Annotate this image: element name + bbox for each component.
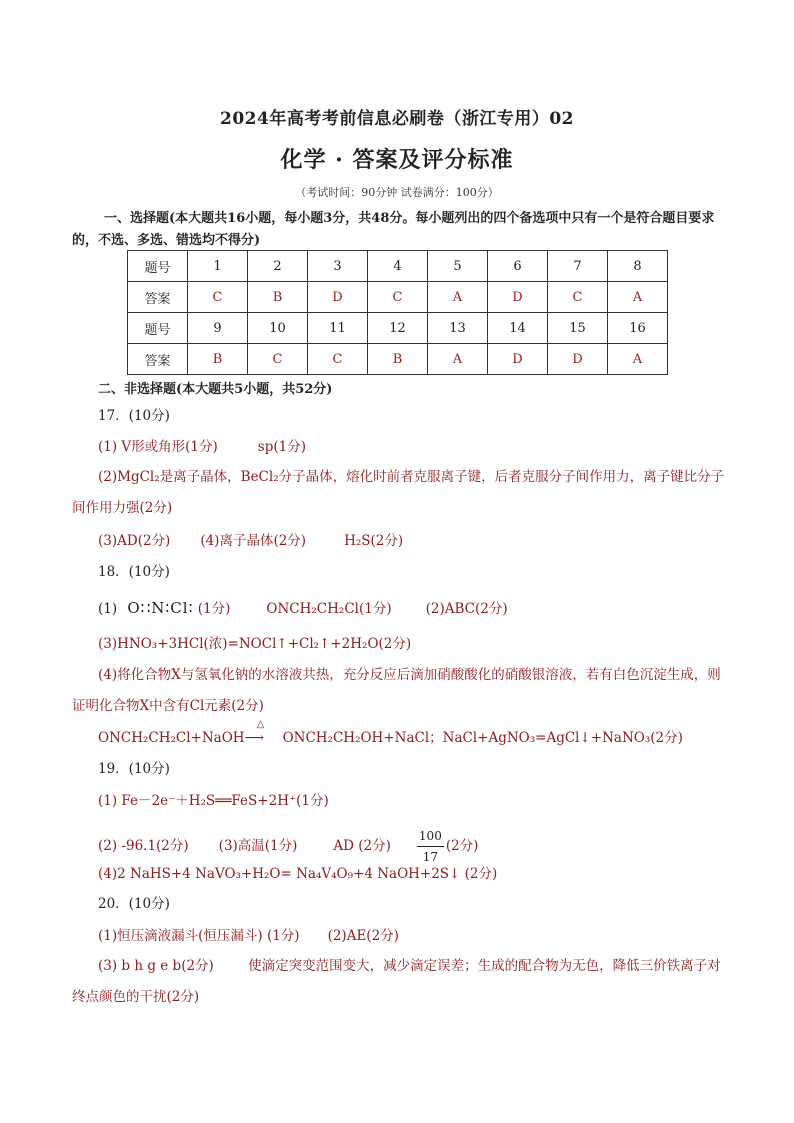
q20-answer-2: (3) b h g e b(2分) 使滴定突变范围变大，减少滴定误差；生成的配合物为无色，降低三价铁离子对终点颜色的干扰(2分): [72, 958, 721, 1005]
table-answer-cell: D: [548, 344, 608, 375]
q17-answer-1b: sp(1分): [257, 439, 306, 455]
table-cell: 10: [248, 313, 308, 344]
table-cell: 13: [428, 313, 488, 344]
table-cell: 12: [368, 313, 428, 344]
q17-answer-1a: (1) V形或角形(1分): [98, 439, 218, 455]
q18-line1: [98, 598, 508, 619]
table-answer-cell: A: [428, 282, 488, 313]
q17-answer-2: (2)MgCl₂是离子晶体，BeCl₂分子晶体，熔化时前者克服离子键，后者克服分子间作用力，离子键比分子间作用力强(2分): [72, 469, 725, 516]
q17-answer-3a: (3)AD(2分): [98, 533, 171, 549]
q18-answer-1a: (1分): [197, 601, 231, 617]
answer-table: [127, 250, 668, 375]
table-cell: 5: [428, 251, 488, 282]
delta-symbol: △: [256, 719, 265, 730]
table-cell: 7: [548, 251, 608, 282]
table-answer-cell: A: [608, 282, 668, 313]
document-title: 2024年高考考前信息必刷卷（浙江专用）02: [220, 109, 574, 129]
table-answer-cell: A: [428, 344, 488, 375]
table-label-number: 题号: [128, 251, 188, 282]
table-row: [128, 313, 668, 344]
q18-line4: [98, 719, 683, 748]
exam-info: （考试时间：90分钟 试卷满分：100分）: [295, 186, 499, 199]
q20-heading: 20．(10分): [98, 896, 170, 912]
table-answer-cell: C: [308, 344, 368, 375]
q19-answer-2d: (2分): [445, 838, 479, 854]
table-cell: 14: [488, 313, 548, 344]
q17-answer-3b: (4)离子晶体(2分): [200, 533, 307, 549]
q19-heading: 19．(10分): [98, 761, 170, 777]
document-subtitle: 化学 · 答案及评分标准: [280, 147, 514, 173]
q19-answer-3: (4)2 NaHS+4 NaVO₃+H₂O= Na₄V₄O₉+4 NaOH+2S↓ (2分): [98, 866, 498, 882]
q19-answer-2b: (3)高温(1分): [218, 838, 298, 854]
table-cell: 11: [308, 313, 368, 344]
q18-answer-1c: (2)ABC(2分): [425, 601, 508, 617]
q20-line1: [98, 926, 399, 946]
table-cell: 3: [308, 251, 368, 282]
table-answer-cell: B: [188, 344, 248, 375]
table-cell: 16: [608, 313, 668, 344]
q18-answer-1b: ONCH₂CH₂Cl(1分): [266, 601, 392, 617]
lewis-structure: [127, 598, 193, 618]
q18-eq-left: ONCH₂CH₂Cl+NaOH: [98, 730, 245, 746]
fraction-denominator: 17: [422, 850, 439, 864]
table-answer-cell: D: [308, 282, 368, 313]
table-answer-cell: D: [488, 282, 548, 313]
table-label-answer: 答案: [128, 282, 188, 313]
table-answer-cell: C: [188, 282, 248, 313]
table-answer-cell: D: [488, 344, 548, 375]
table-answer-cell: C: [548, 282, 608, 313]
q20-answer-1a: (1)恒压滴液漏斗(恒压漏斗) (1分): [98, 928, 300, 944]
table-answer-cell: C: [248, 344, 308, 375]
table-cell: 15: [548, 313, 608, 344]
table-label-answer: 答案: [128, 344, 188, 375]
table-cell: 4: [368, 251, 428, 282]
q19-answer-1: (1) Fe－2e⁻＋H₂S══FeS+2H⁺(1分): [98, 793, 329, 809]
lewis-formula: O∷N∶Cl∶: [127, 599, 194, 617]
fraction-numerator: 100: [417, 826, 444, 847]
section2-heading: 二、非选择题(本大题共5小题，共52分): [98, 382, 333, 397]
heat-arrow: △ ⟶: [245, 728, 283, 748]
q17-heading: 17．(10分): [98, 408, 170, 424]
table-label-number: 题号: [128, 313, 188, 344]
q17-line3: [98, 531, 403, 551]
q19-answer-2a: (2) -96.1(2分): [98, 838, 189, 854]
section1-heading: 一、选择题(本大题共16小题，每小题3分，共48分。每小题列出的四个备选项中只有一个是符合题目要求的，不选、多选、错选均不得分): [72, 211, 715, 248]
table-cell: 9: [188, 313, 248, 344]
q19-line2: [98, 826, 478, 867]
table-answer-cell: C: [368, 282, 428, 313]
table-answer-cell: B: [248, 282, 308, 313]
table-cell: 1: [188, 251, 248, 282]
q19-answer-2c: AD (2分): [333, 838, 391, 854]
table-answer-cell: B: [368, 344, 428, 375]
q18-heading: 18．(10分): [98, 564, 170, 580]
table-cell: 6: [488, 251, 548, 282]
table-answer-cell: A: [608, 344, 668, 375]
q18-answer-3: (3)HNO₃+3HCl(浓)=NOCl↑+Cl₂↑+2H₂O(2分): [98, 636, 412, 652]
table-cell: 2: [248, 251, 308, 282]
table-row: [128, 251, 668, 282]
q18-answer-4: (4)将化合物X与氢氧化钠的水溶液共热，充分反应后滴加硝酸酸化的硝酸银溶液，若有白色沉淀生成，则证明化合物X中含有Cl元素(2分): [72, 667, 721, 714]
table-cell: 8: [608, 251, 668, 282]
q17-answer-3c: H₂S(2分): [344, 533, 404, 549]
table-row: [128, 344, 668, 375]
q20-answer-1b: (2)AE(2分): [327, 928, 399, 944]
q18-eq-right: ONCH₂CH₂OH+NaCl；NaCl+AgNO₃=AgCl↓+NaNO₃(2分): [282, 730, 683, 746]
table-row: [128, 282, 668, 313]
q18-prefix: (1): [98, 601, 118, 617]
q17-line1: [98, 437, 306, 457]
fraction: [417, 826, 444, 867]
